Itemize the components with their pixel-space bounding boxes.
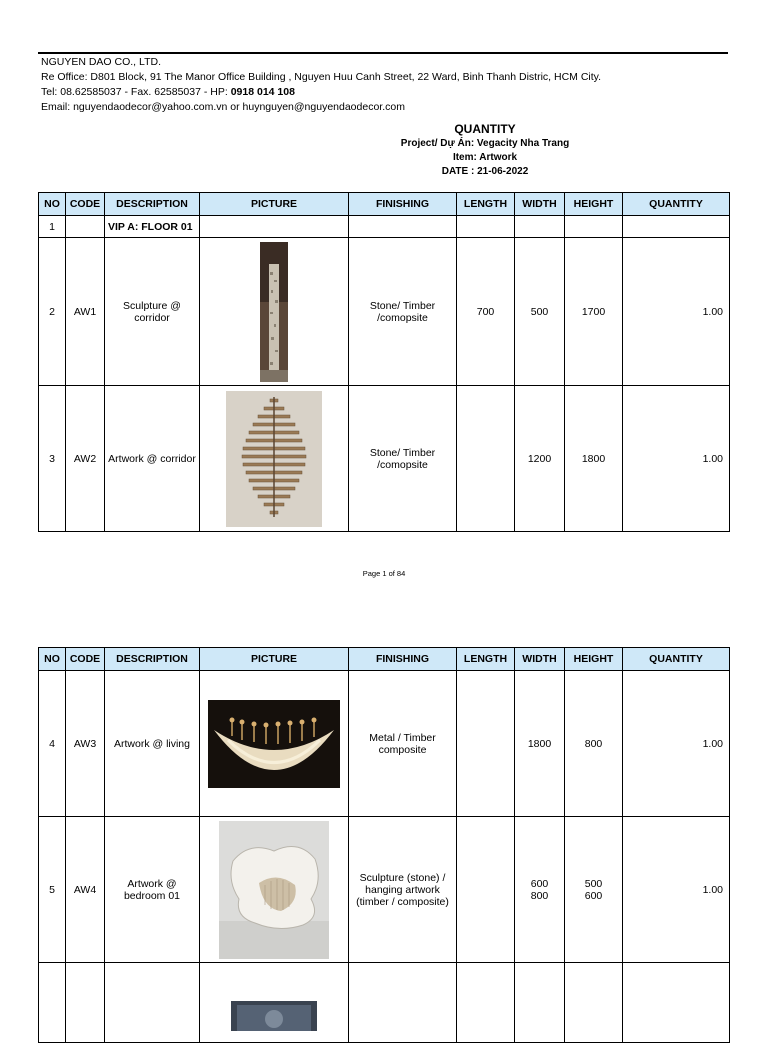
cell-height: 800: [565, 671, 623, 817]
cell-description: Artwork @ bedroom 01: [105, 817, 200, 963]
cell-code: [66, 216, 105, 238]
table-row: [39, 963, 730, 1043]
cell-no: [39, 963, 66, 1043]
header-finishing: FINISHING: [349, 648, 457, 671]
header-picture: PICTURE: [200, 193, 349, 216]
cell-height: 1700: [565, 238, 623, 386]
project-name: Project/ Dự Án: Vegacity Nha Trang: [400, 138, 570, 149]
cell-picture: [200, 817, 349, 963]
tall-sculpture-photo: [260, 242, 288, 382]
cell-code: AW3: [66, 671, 105, 817]
cell-finishing: Sculpture (stone) / hanging artwork (timber / composite): [349, 817, 457, 963]
cell-finishing: Stone/ Timber /comopsite: [349, 386, 457, 532]
cell-width: 1800: [515, 671, 565, 817]
company-contact: [41, 85, 601, 100]
cell-height: 1800: [565, 386, 623, 532]
company-info: [41, 55, 601, 115]
cell-no: 5: [39, 817, 66, 963]
header-length: LENGTH: [457, 193, 515, 216]
cell-quantity: 1.00: [623, 238, 730, 386]
cell-width: 1200: [515, 386, 565, 532]
cell-code: AW4: [66, 817, 105, 963]
quantity-table-page-2: [38, 647, 730, 1043]
document-title: QUANTITY: [454, 122, 516, 136]
item-name: Item: Artwork: [452, 152, 518, 163]
header-no: NO: [39, 193, 66, 216]
cell-quantity: 1.00: [623, 671, 730, 817]
table-row: [39, 671, 730, 817]
header-picture: PICTURE: [200, 648, 349, 671]
cell-finishing: [349, 963, 457, 1043]
cell-picture: [200, 386, 349, 532]
cell-description: VIP A: FLOOR 01: [105, 216, 200, 238]
cell-quantity: [623, 216, 730, 238]
cell-length: [457, 817, 515, 963]
cell-description: Artwork @ corridor: [105, 386, 200, 532]
ribbed-timber-artwork-photo: [226, 391, 322, 527]
header-code: CODE: [66, 648, 105, 671]
crescent-boat-sculpture-photo: [208, 700, 340, 788]
cell-no: 1: [39, 216, 66, 238]
cell-width: 600 800: [515, 817, 565, 963]
table-row: [39, 238, 730, 386]
cell-quantity: 1.00: [623, 386, 730, 532]
header-finishing: FINISHING: [349, 193, 457, 216]
cell-code: AW1: [66, 238, 105, 386]
header-quantity: QUANTITY: [623, 193, 730, 216]
document-date: DATE : 21-06-2022: [441, 166, 529, 177]
cell-picture: [200, 238, 349, 386]
cell-picture: [200, 671, 349, 817]
header-height: HEIGHT: [565, 193, 623, 216]
cell-no: 2: [39, 238, 66, 386]
cell-no: 4: [39, 671, 66, 817]
cell-length: [457, 671, 515, 817]
header-length: LENGTH: [457, 648, 515, 671]
header-height: HEIGHT: [565, 648, 623, 671]
cell-length: [457, 386, 515, 532]
cell-code: [66, 963, 105, 1043]
cell-height: [565, 216, 623, 238]
cell-finishing: [349, 216, 457, 238]
header-description: DESCRIPTION: [105, 648, 200, 671]
table-row: [39, 216, 730, 238]
cell-width: 500: [515, 238, 565, 386]
cell-width: [515, 963, 565, 1043]
header-description: DESCRIPTION: [105, 193, 200, 216]
header-quantity: QUANTITY: [623, 648, 730, 671]
cell-height: [565, 963, 623, 1043]
document-title-block: [300, 121, 670, 179]
company-name: NGUYEN DAO CO., LTD.: [41, 56, 161, 68]
cell-description: [105, 963, 200, 1043]
cell-length: 700: [457, 238, 515, 386]
cell-finishing: Stone/ Timber /comopsite: [349, 238, 457, 386]
cell-description: Sculpture @ corridor: [105, 238, 200, 386]
cell-width: [515, 216, 565, 238]
header-code: CODE: [66, 193, 105, 216]
cell-length: [457, 216, 515, 238]
header-width: WIDTH: [515, 193, 565, 216]
table-row: [39, 386, 730, 532]
company-office: Re Office: D801 Block, 91 The Manor Office Building , Nguyen Huu Canh Street, 22 Ward, Binh Thanh Distric, HCM City.: [41, 71, 602, 83]
tel-fax: Tel: 08.62585037 - Fax. 62585037 - HP:: [41, 86, 231, 98]
quantity-table-page-1: [38, 192, 730, 532]
cell-height: 500 600: [565, 817, 623, 963]
hotline: 0918 014 108: [230, 86, 295, 98]
cell-description: Artwork @ living: [105, 671, 200, 817]
table-row: [39, 817, 730, 963]
cell-no: 3: [39, 386, 66, 532]
company-email: Email: nguyendaodecor@yahoo.com.vn or huynguyen@nguyendaodecor.com: [41, 101, 405, 113]
cell-length: [457, 963, 515, 1043]
cell-quantity: [623, 963, 730, 1043]
cell-finishing: Metal / Timber composite: [349, 671, 457, 817]
header-width: WIDTH: [515, 648, 565, 671]
cell-quantity: 1.00: [623, 817, 730, 963]
table-header-row: [39, 648, 730, 671]
partial-artwork-photo: [231, 1001, 317, 1031]
header-no: NO: [39, 648, 66, 671]
header-rule: [38, 52, 728, 54]
white-shell-sculpture-photo: [219, 821, 329, 959]
page-number: Page 1 of 84: [362, 569, 406, 578]
cell-picture: [200, 963, 349, 1043]
table-header-row: [39, 193, 730, 216]
cell-code: AW2: [66, 386, 105, 532]
cell-picture: [200, 216, 349, 238]
